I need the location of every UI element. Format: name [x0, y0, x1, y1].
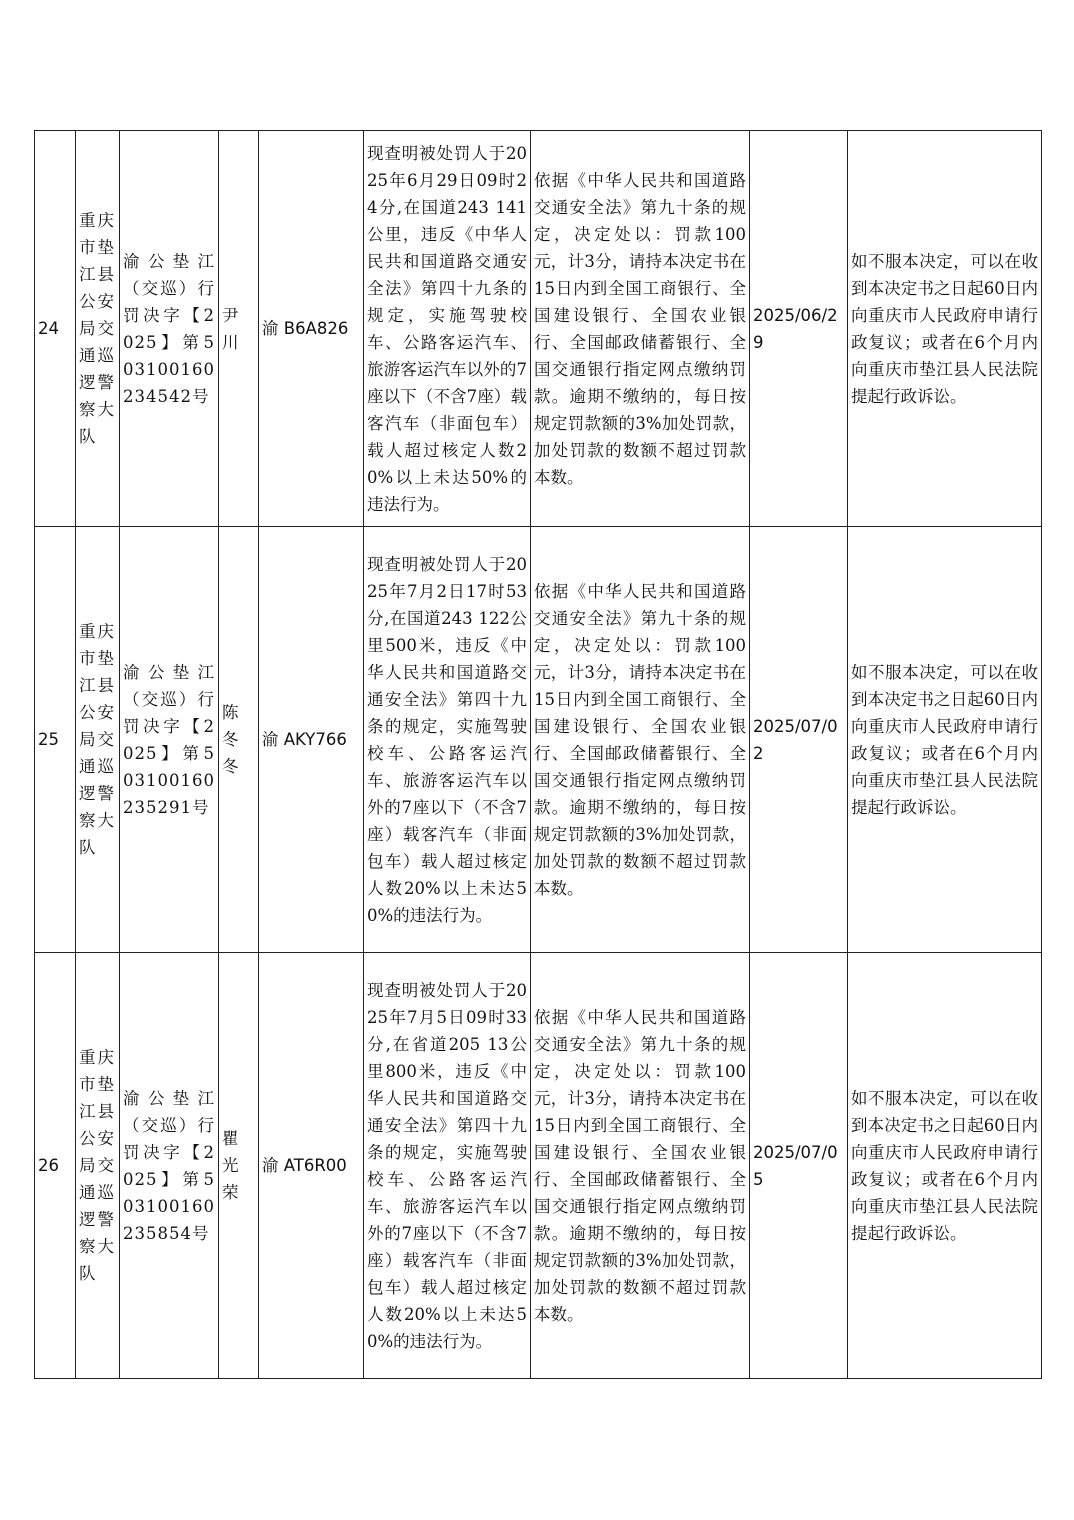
- table-row: [35, 527, 1042, 953]
- decision-document-number: 渝公垫江（交巡）行罚决字【2025】第503100160235291号: [120, 527, 219, 953]
- table-row: [35, 131, 1042, 527]
- record-number: 24: [35, 131, 76, 527]
- legal-remedy: 如不服本决定，可以在收到本决定书之日起60日内向重庆市人民政府申请行政复议；或者在6个月内向重庆市垫江县人民法院提起行政诉讼。: [848, 131, 1042, 527]
- decision-document-number: 渝公垫江（交巡）行罚决字【2025】第503100160234542号: [120, 131, 219, 527]
- legal-remedy: 如不服本决定，可以在收到本决定书之日起60日内向重庆市人民政府申请行政复议；或者在6个月内向重庆市垫江县人民法院提起行政诉讼。: [848, 953, 1042, 1379]
- penalized-person-name: 陈冬冬: [219, 527, 259, 953]
- penalty-basis: 依据《中华人民共和国道路交通安全法》第九十条的规定，决定处以：罚款100元，计3分，请持本决定书在15日内到全国工商银行、全国建设银行、全国农业银行、全国邮政储蓄银行、全国交通银行指定网点缴纳罚款。逾期不缴纳的，每日按规定罚款额的3%加处罚款，加处罚款的数额不超过罚款本数。: [531, 953, 750, 1379]
- legal-remedy: 如不服本决定，可以在收到本决定书之日起60日内向重庆市人民政府申请行政复议；或者在6个月内向重庆市垫江县人民法院提起行政诉讼。: [848, 527, 1042, 953]
- issuing-agency: 重庆市垫江县公安局交通巡逻警察大队: [76, 527, 120, 953]
- issuing-agency: 重庆市垫江县公安局交通巡逻警察大队: [76, 131, 120, 527]
- violation-facts: 现查明被处罚人于2025年7月5日09时33分,在省道205 13公里800米，违反《中华人民共和国道路交通安全法》第四十九条的规定，实施驾驶校车、公路客运汽车、旅游客运汽车以外的7座以下（不含7座）载客汽车（非面包车）载人超过核定人数20%以上未达50%的违法行为。: [364, 953, 531, 1379]
- decision-date: 2025/06/29: [750, 131, 848, 527]
- decision-date: 2025/07/02: [750, 527, 848, 953]
- violation-facts: 现查明被处罚人于2025年6月29日09时24分,在国道243 141公里，违反《中华人民共和国道路交通安全法》第四十九条的规定，实施驾驶校车、公路客运汽车、旅游客运汽车以外的7座以下（不含7座）载客汽车（非面包车）载人超过核定人数20%以上未达50%的违法行为。: [364, 131, 531, 527]
- record-number: 25: [35, 527, 76, 953]
- license-plate: 渝 AKY766: [259, 527, 364, 953]
- table-row: [35, 953, 1042, 1379]
- penalized-person-name: 瞿光荣: [219, 953, 259, 1379]
- penalty-basis: 依据《中华人民共和国道路交通安全法》第九十条的规定，决定处以：罚款100元，计3分，请持本决定书在15日内到全国工商银行、全国建设银行、全国农业银行、全国邮政储蓄银行、全国交通银行指定网点缴纳罚款。逾期不缴纳的，每日按规定罚款额的3%加处罚款，加处罚款的数额不超过罚款本数。: [531, 131, 750, 527]
- penalty-records-table: [34, 130, 1042, 1379]
- decision-date: 2025/07/05: [750, 953, 848, 1379]
- issuing-agency: 重庆市垫江县公安局交通巡逻警察大队: [76, 953, 120, 1379]
- decision-document-number: 渝公垫江（交巡）行罚决字【2025】第503100160235854号: [120, 953, 219, 1379]
- license-plate: 渝 AT6R00: [259, 953, 364, 1379]
- record-number: 26: [35, 953, 76, 1379]
- violation-facts: 现查明被处罚人于2025年7月2日17时53分,在国道243 122公里500米，违反《中华人民共和国道路交通安全法》第四十九条的规定，实施驾驶校车、公路客运汽车、旅游客运汽车以外的7座以下（不含7座）载客汽车（非面包车）载人超过核定人数20%以上未达50%的违法行为。: [364, 527, 531, 953]
- license-plate: 渝 B6A826: [259, 131, 364, 527]
- penalized-person-name: 尹川: [219, 131, 259, 527]
- penalty-basis: 依据《中华人民共和国道路交通安全法》第九十条的规定，决定处以：罚款100元，计3分，请持本决定书在15日内到全国工商银行、全国建设银行、全国农业银行、全国邮政储蓄银行、全国交通银行指定网点缴纳罚款。逾期不缴纳的，每日按规定罚款额的3%加处罚款，加处罚款的数额不超过罚款本数。: [531, 527, 750, 953]
